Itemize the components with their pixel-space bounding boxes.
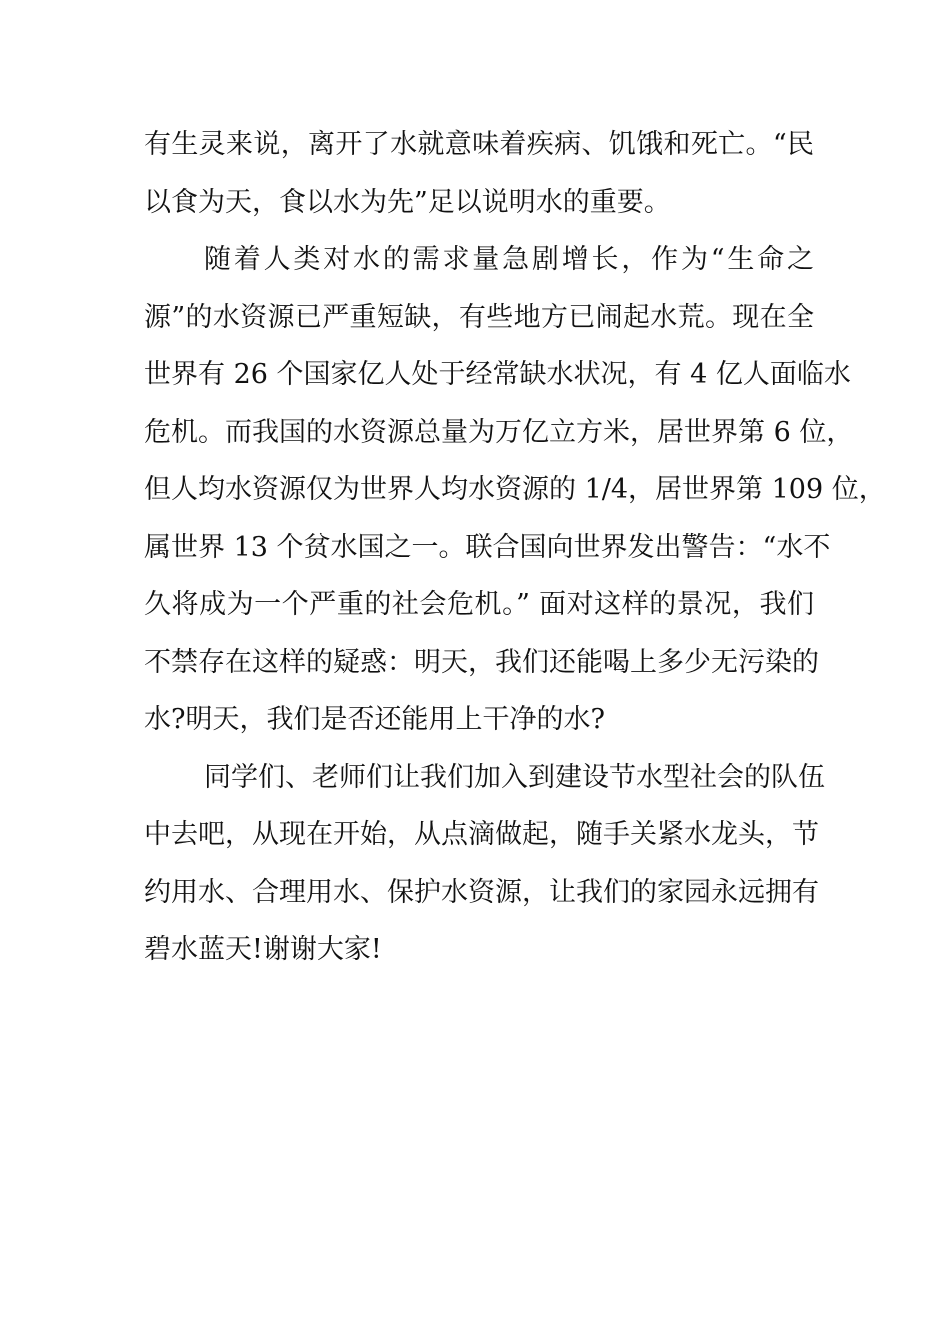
text-line: 属世界 13 个贫水国之一。联合国向世界发出警告：“水不 bbox=[144, 531, 831, 563]
text-line: 碧水蓝天!谢谢大家! bbox=[144, 934, 382, 965]
text-line: 久将成为一个严重的社会危机。” 面对这样的景况，我们 bbox=[144, 589, 814, 620]
text-line: 随着人类对水的需求量急剧增长，作为“生命之 bbox=[204, 244, 814, 275]
text-line: 以食为天，食以水为先”足以说明水的重要。 bbox=[144, 186, 671, 218]
text-line: 中去吧，从现在开始，从点滴做起，随手关紧水龙头，节 bbox=[144, 819, 819, 850]
text-line: 不禁存在这样的疑惑：明天，我们还能喝上多少无污染的 bbox=[144, 646, 819, 678]
text-line: 约用水、合理用水、保护水资源，让我们的家园永远拥有 bbox=[144, 876, 819, 908]
text-line: 水?明天，我们是否还能用上干净的水? bbox=[144, 704, 605, 735]
text-line: 有生灵来说，离开了水就意味着疾病、饥饿和死亡。“民 bbox=[144, 129, 814, 160]
text-line: 同学们、老师们让我们加入到建设节水型社会的队伍 bbox=[204, 761, 825, 793]
text-line: 源”的水资源已严重短缺，有些地方已闹起水荒。现在全 bbox=[144, 301, 814, 333]
text-line: 危机。而我国的水资源总量为万亿立方米，居世界第 6 位， bbox=[144, 416, 854, 448]
document-body bbox=[144, 116, 886, 979]
text-line: 世界有 26 个国家亿人处于经常缺水状况，有 4 亿人面临水 bbox=[144, 359, 851, 390]
text-line: 但人均水资源仅为世界人均水资源的 1/4，居世界第 109 位， bbox=[144, 474, 886, 505]
